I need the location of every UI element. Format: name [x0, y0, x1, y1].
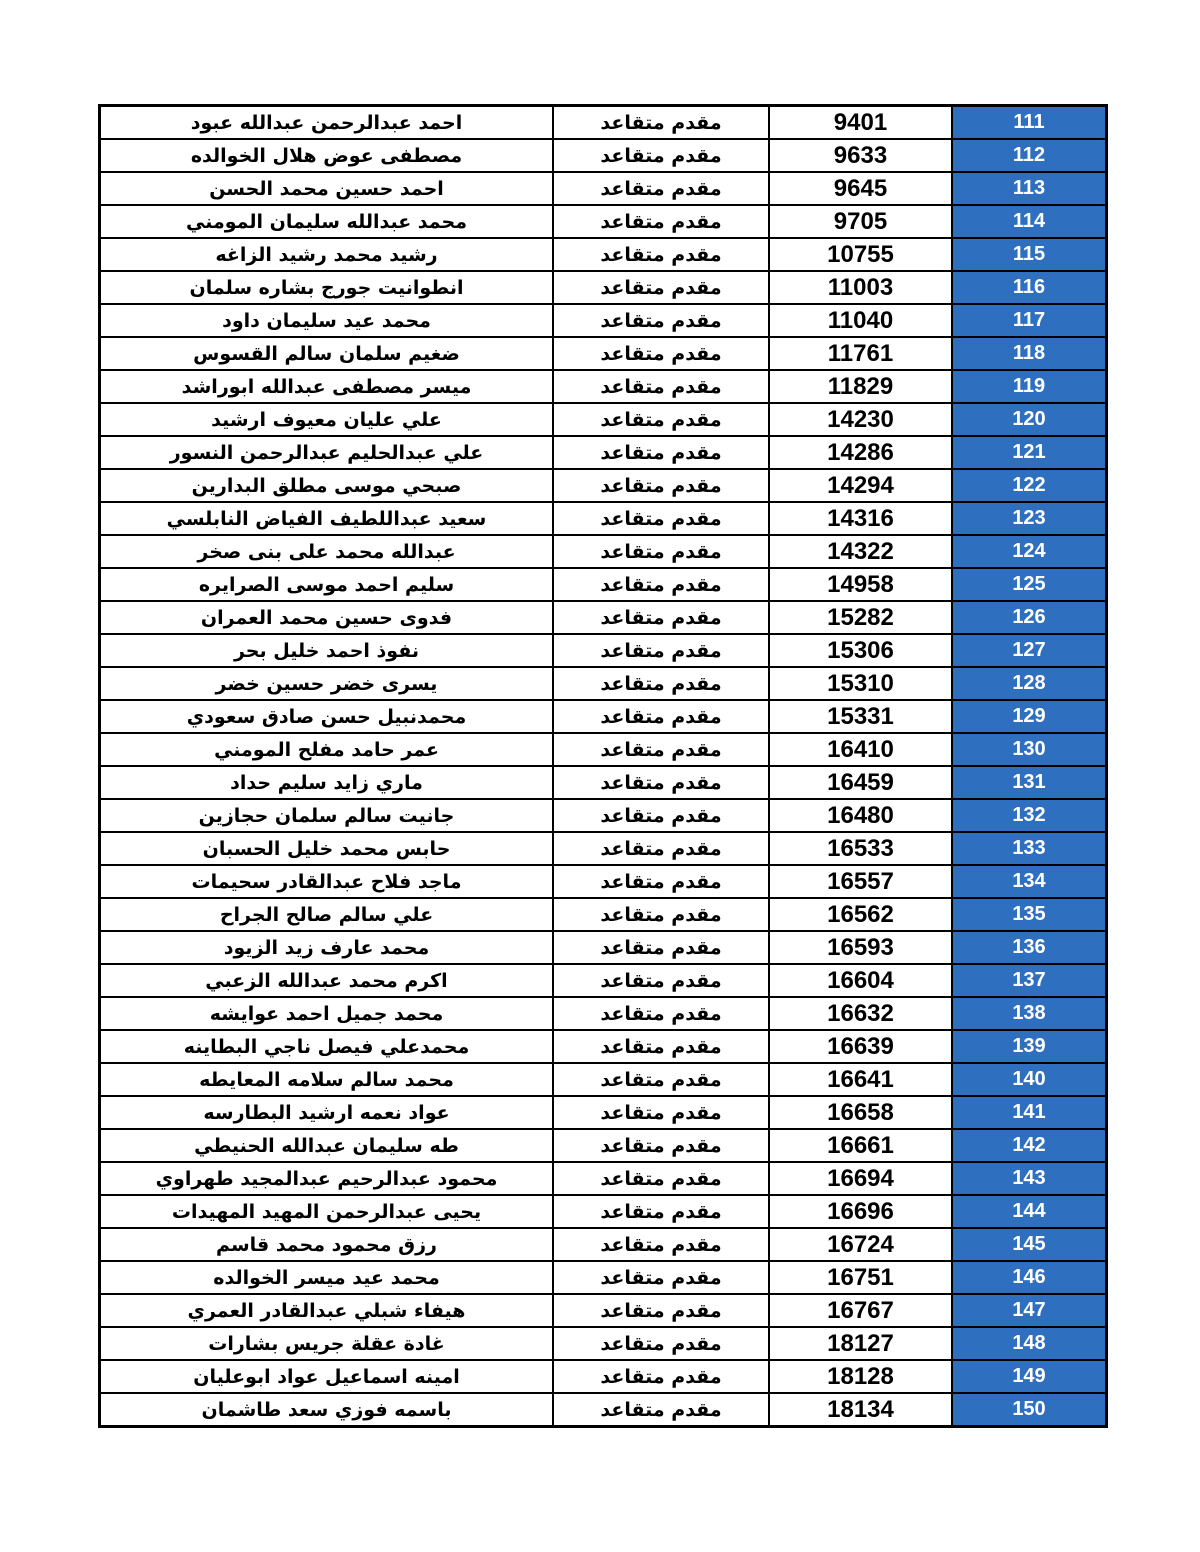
- rank-cell: مقدم متقاعد: [553, 964, 769, 997]
- table-row: [100, 766, 1107, 799]
- number-cell: 16641: [769, 1063, 952, 1096]
- number-cell: 14316: [769, 502, 952, 535]
- number-cell: 15310: [769, 667, 952, 700]
- table-row: [100, 601, 1107, 634]
- rank-cell: مقدم متقاعد: [553, 1393, 769, 1427]
- number-cell: 16480: [769, 799, 952, 832]
- rank-cell: مقدم متقاعد: [553, 205, 769, 238]
- table-row: [100, 172, 1107, 205]
- table-row: [100, 403, 1107, 436]
- name-cell: ماري زايد سليم حداد: [100, 766, 554, 799]
- number-cell: 11829: [769, 370, 952, 403]
- sequence-cell: 117: [952, 304, 1107, 337]
- sequence-cell: 122: [952, 469, 1107, 502]
- rank-cell: مقدم متقاعد: [553, 1195, 769, 1228]
- name-cell: حابس محمد خليل الحسبان: [100, 832, 554, 865]
- number-cell: 9705: [769, 205, 952, 238]
- number-cell: 9633: [769, 139, 952, 172]
- rank-cell: مقدم متقاعد: [553, 436, 769, 469]
- sequence-cell: 111: [952, 106, 1107, 140]
- number-cell: 14322: [769, 535, 952, 568]
- table-row: [100, 1327, 1107, 1360]
- rank-cell: مقدم متقاعد: [553, 1030, 769, 1063]
- number-cell: 11761: [769, 337, 952, 370]
- number-cell: 16562: [769, 898, 952, 931]
- name-cell: رشيد محمد رشيد الزاغه: [100, 238, 554, 271]
- sequence-cell: 112: [952, 139, 1107, 172]
- table-row: [100, 1393, 1107, 1427]
- sequence-cell: 141: [952, 1096, 1107, 1129]
- table-row: [100, 898, 1107, 931]
- table-row: [100, 469, 1107, 502]
- table-row: [100, 667, 1107, 700]
- rank-cell: مقدم متقاعد: [553, 601, 769, 634]
- number-cell: 9401: [769, 106, 952, 140]
- number-cell: 16751: [769, 1261, 952, 1294]
- name-cell: محمد جميل احمد عوايشه: [100, 997, 554, 1030]
- sequence-cell: 145: [952, 1228, 1107, 1261]
- table-body: [100, 106, 1107, 1427]
- name-cell: محمد عيد سليمان داود: [100, 304, 554, 337]
- rank-cell: مقدم متقاعد: [553, 535, 769, 568]
- rank-cell: مقدم متقاعد: [553, 238, 769, 271]
- table-row: [100, 370, 1107, 403]
- sequence-cell: 147: [952, 1294, 1107, 1327]
- name-cell: فدوى حسين محمد العمران: [100, 601, 554, 634]
- name-cell: سعيد عبداللطيف الفياض النابلسي: [100, 502, 554, 535]
- table-row: [100, 1096, 1107, 1129]
- table-row: [100, 271, 1107, 304]
- sequence-cell: 115: [952, 238, 1107, 271]
- sequence-cell: 146: [952, 1261, 1107, 1294]
- name-cell: يحيى عبدالرحمن المهيد المهيدات: [100, 1195, 554, 1228]
- table-row: [100, 139, 1107, 172]
- number-cell: 14230: [769, 403, 952, 436]
- rank-cell: مقدم متقاعد: [553, 766, 769, 799]
- name-cell: عبدالله محمد على بنى صخر: [100, 535, 554, 568]
- number-cell: 16639: [769, 1030, 952, 1063]
- table-row: [100, 832, 1107, 865]
- name-cell: محمد سالم سلامه المعايطه: [100, 1063, 554, 1096]
- sequence-cell: 144: [952, 1195, 1107, 1228]
- name-cell: انطوانيت جورج بشاره سلمان: [100, 271, 554, 304]
- number-cell: 16632: [769, 997, 952, 1030]
- rank-cell: مقدم متقاعد: [553, 370, 769, 403]
- rank-cell: مقدم متقاعد: [553, 271, 769, 304]
- sequence-cell: 139: [952, 1030, 1107, 1063]
- name-cell: محمد عارف زيد الزيود: [100, 931, 554, 964]
- table-row: [100, 1228, 1107, 1261]
- rank-cell: مقدم متقاعد: [553, 1162, 769, 1195]
- name-cell: محمد عيد ميسر الخوالده: [100, 1261, 554, 1294]
- name-cell: ميسر مصطفى عبدالله ابوراشد: [100, 370, 554, 403]
- sequence-cell: 116: [952, 271, 1107, 304]
- number-cell: 18128: [769, 1360, 952, 1393]
- name-cell: محمد عبدالله سليمان المومني: [100, 205, 554, 238]
- table-row: [100, 436, 1107, 469]
- table-row: [100, 568, 1107, 601]
- name-cell: عمر حامد مفلح المومني: [100, 733, 554, 766]
- table-row: [100, 733, 1107, 766]
- sequence-cell: 150: [952, 1393, 1107, 1427]
- table-row: [100, 1030, 1107, 1063]
- name-cell: احمد عبدالرحمن عبدالله عبود: [100, 106, 554, 140]
- table-row: [100, 700, 1107, 733]
- number-cell: 11003: [769, 271, 952, 304]
- sequence-cell: 113: [952, 172, 1107, 205]
- table-row: [100, 502, 1107, 535]
- number-cell: 16694: [769, 1162, 952, 1195]
- name-cell: جانيت سالم سلمان حجازين: [100, 799, 554, 832]
- number-cell: 18127: [769, 1327, 952, 1360]
- name-cell: هيفاء شبلي عبدالقادر العمري: [100, 1294, 554, 1327]
- number-cell: 16696: [769, 1195, 952, 1228]
- number-cell: 15331: [769, 700, 952, 733]
- name-cell: محمدعلي فيصل ناجي البطاينه: [100, 1030, 554, 1063]
- number-cell: 16410: [769, 733, 952, 766]
- table-row: [100, 931, 1107, 964]
- sequence-cell: 125: [952, 568, 1107, 601]
- number-cell: 14286: [769, 436, 952, 469]
- number-cell: 11040: [769, 304, 952, 337]
- table-row: [100, 106, 1107, 140]
- table-row: [100, 634, 1107, 667]
- rank-cell: مقدم متقاعد: [553, 832, 769, 865]
- name-cell: يسرى خضر حسين خضر: [100, 667, 554, 700]
- officers-table: [98, 104, 1108, 1428]
- sequence-cell: 121: [952, 436, 1107, 469]
- sequence-cell: 132: [952, 799, 1107, 832]
- sequence-cell: 138: [952, 997, 1107, 1030]
- name-cell: ماجد فلاح عبدالقادر سحيمات: [100, 865, 554, 898]
- table-row: [100, 1360, 1107, 1393]
- number-cell: 16557: [769, 865, 952, 898]
- sequence-cell: 142: [952, 1129, 1107, 1162]
- name-cell: سليم احمد موسى الصرايره: [100, 568, 554, 601]
- number-cell: 16658: [769, 1096, 952, 1129]
- sequence-cell: 127: [952, 634, 1107, 667]
- sequence-cell: 135: [952, 898, 1107, 931]
- number-cell: 15282: [769, 601, 952, 634]
- name-cell: مصطفى عوض هلال الخوالده: [100, 139, 554, 172]
- name-cell: غادة عقلة جريس بشارات: [100, 1327, 554, 1360]
- table-row: [100, 1162, 1107, 1195]
- table-row: [100, 1195, 1107, 1228]
- rank-cell: مقدم متقاعد: [553, 502, 769, 535]
- number-cell: 16661: [769, 1129, 952, 1162]
- number-cell: 18134: [769, 1393, 952, 1427]
- table-row: [100, 238, 1107, 271]
- sequence-cell: 137: [952, 964, 1107, 997]
- rank-cell: مقدم متقاعد: [553, 337, 769, 370]
- table-row: [100, 337, 1107, 370]
- table-row: [100, 799, 1107, 832]
- table-row: [100, 1261, 1107, 1294]
- rank-cell: مقدم متقاعد: [553, 733, 769, 766]
- sequence-cell: 130: [952, 733, 1107, 766]
- table-row: [100, 205, 1107, 238]
- sequence-cell: 129: [952, 700, 1107, 733]
- rank-cell: مقدم متقاعد: [553, 139, 769, 172]
- number-cell: 14958: [769, 568, 952, 601]
- rank-cell: مقدم متقاعد: [553, 634, 769, 667]
- number-cell: 16767: [769, 1294, 952, 1327]
- rank-cell: مقدم متقاعد: [553, 1228, 769, 1261]
- sequence-cell: 128: [952, 667, 1107, 700]
- sequence-cell: 114: [952, 205, 1107, 238]
- name-cell: عواد نعمه ارشيد البطارسه: [100, 1096, 554, 1129]
- name-cell: صبحي موسى مطلق البدارين: [100, 469, 554, 502]
- name-cell: امينه اسماعيل عواد ابوعليان: [100, 1360, 554, 1393]
- rank-cell: مقدم متقاعد: [553, 931, 769, 964]
- rank-cell: مقدم متقاعد: [553, 568, 769, 601]
- sequence-cell: 133: [952, 832, 1107, 865]
- rank-cell: مقدم متقاعد: [553, 865, 769, 898]
- rank-cell: مقدم متقاعد: [553, 997, 769, 1030]
- name-cell: علي سالم صالح الجراح: [100, 898, 554, 931]
- name-cell: ضغيم سلمان سالم القسوس: [100, 337, 554, 370]
- sequence-cell: 149: [952, 1360, 1107, 1393]
- rank-cell: مقدم متقاعد: [553, 1294, 769, 1327]
- rank-cell: مقدم متقاعد: [553, 1096, 769, 1129]
- rank-cell: مقدم متقاعد: [553, 799, 769, 832]
- table-row: [100, 964, 1107, 997]
- sequence-cell: 148: [952, 1327, 1107, 1360]
- name-cell: نفوذ احمد خليل بحر: [100, 634, 554, 667]
- rank-cell: مقدم متقاعد: [553, 403, 769, 436]
- rank-cell: مقدم متقاعد: [553, 1360, 769, 1393]
- sequence-cell: 123: [952, 502, 1107, 535]
- rank-cell: مقدم متقاعد: [553, 1261, 769, 1294]
- table-row: [100, 304, 1107, 337]
- rank-cell: مقدم متقاعد: [553, 172, 769, 205]
- sequence-cell: 120: [952, 403, 1107, 436]
- rank-cell: مقدم متقاعد: [553, 667, 769, 700]
- name-cell: باسمه فوزي سعد طاشمان: [100, 1393, 554, 1427]
- rank-cell: مقدم متقاعد: [553, 898, 769, 931]
- sequence-cell: 134: [952, 865, 1107, 898]
- table-row: [100, 1294, 1107, 1327]
- number-cell: 16593: [769, 931, 952, 964]
- name-cell: طه سليمان عبدالله الحنيطي: [100, 1129, 554, 1162]
- table-row: [100, 865, 1107, 898]
- number-cell: 9645: [769, 172, 952, 205]
- rank-cell: مقدم متقاعد: [553, 700, 769, 733]
- number-cell: 16533: [769, 832, 952, 865]
- sequence-cell: 136: [952, 931, 1107, 964]
- rank-cell: مقدم متقاعد: [553, 469, 769, 502]
- rank-cell: مقدم متقاعد: [553, 1063, 769, 1096]
- table-row: [100, 997, 1107, 1030]
- number-cell: 16724: [769, 1228, 952, 1261]
- name-cell: اكرم محمد عبدالله الزعبي: [100, 964, 554, 997]
- name-cell: علي عليان معيوف ارشيد: [100, 403, 554, 436]
- sequence-cell: 143: [952, 1162, 1107, 1195]
- sequence-cell: 118: [952, 337, 1107, 370]
- number-cell: 16459: [769, 766, 952, 799]
- name-cell: احمد حسين محمد الحسن: [100, 172, 554, 205]
- sequence-cell: 131: [952, 766, 1107, 799]
- name-cell: علي عبدالحليم عبدالرحمن النسور: [100, 436, 554, 469]
- table-row: [100, 1129, 1107, 1162]
- rank-cell: مقدم متقاعد: [553, 1129, 769, 1162]
- rank-cell: مقدم متقاعد: [553, 304, 769, 337]
- rank-cell: مقدم متقاعد: [553, 106, 769, 140]
- sequence-cell: 126: [952, 601, 1107, 634]
- sequence-cell: 119: [952, 370, 1107, 403]
- number-cell: 10755: [769, 238, 952, 271]
- sequence-cell: 140: [952, 1063, 1107, 1096]
- name-cell: محمود عبدالرحيم عبدالمجيد طهراوي: [100, 1162, 554, 1195]
- sequence-cell: 124: [952, 535, 1107, 568]
- table-row: [100, 535, 1107, 568]
- name-cell: رزق محمود محمد قاسم: [100, 1228, 554, 1261]
- table-row: [100, 1063, 1107, 1096]
- rank-cell: مقدم متقاعد: [553, 1327, 769, 1360]
- number-cell: 16604: [769, 964, 952, 997]
- name-cell: محمدنبيل حسن صادق سعودي: [100, 700, 554, 733]
- number-cell: 14294: [769, 469, 952, 502]
- number-cell: 15306: [769, 634, 952, 667]
